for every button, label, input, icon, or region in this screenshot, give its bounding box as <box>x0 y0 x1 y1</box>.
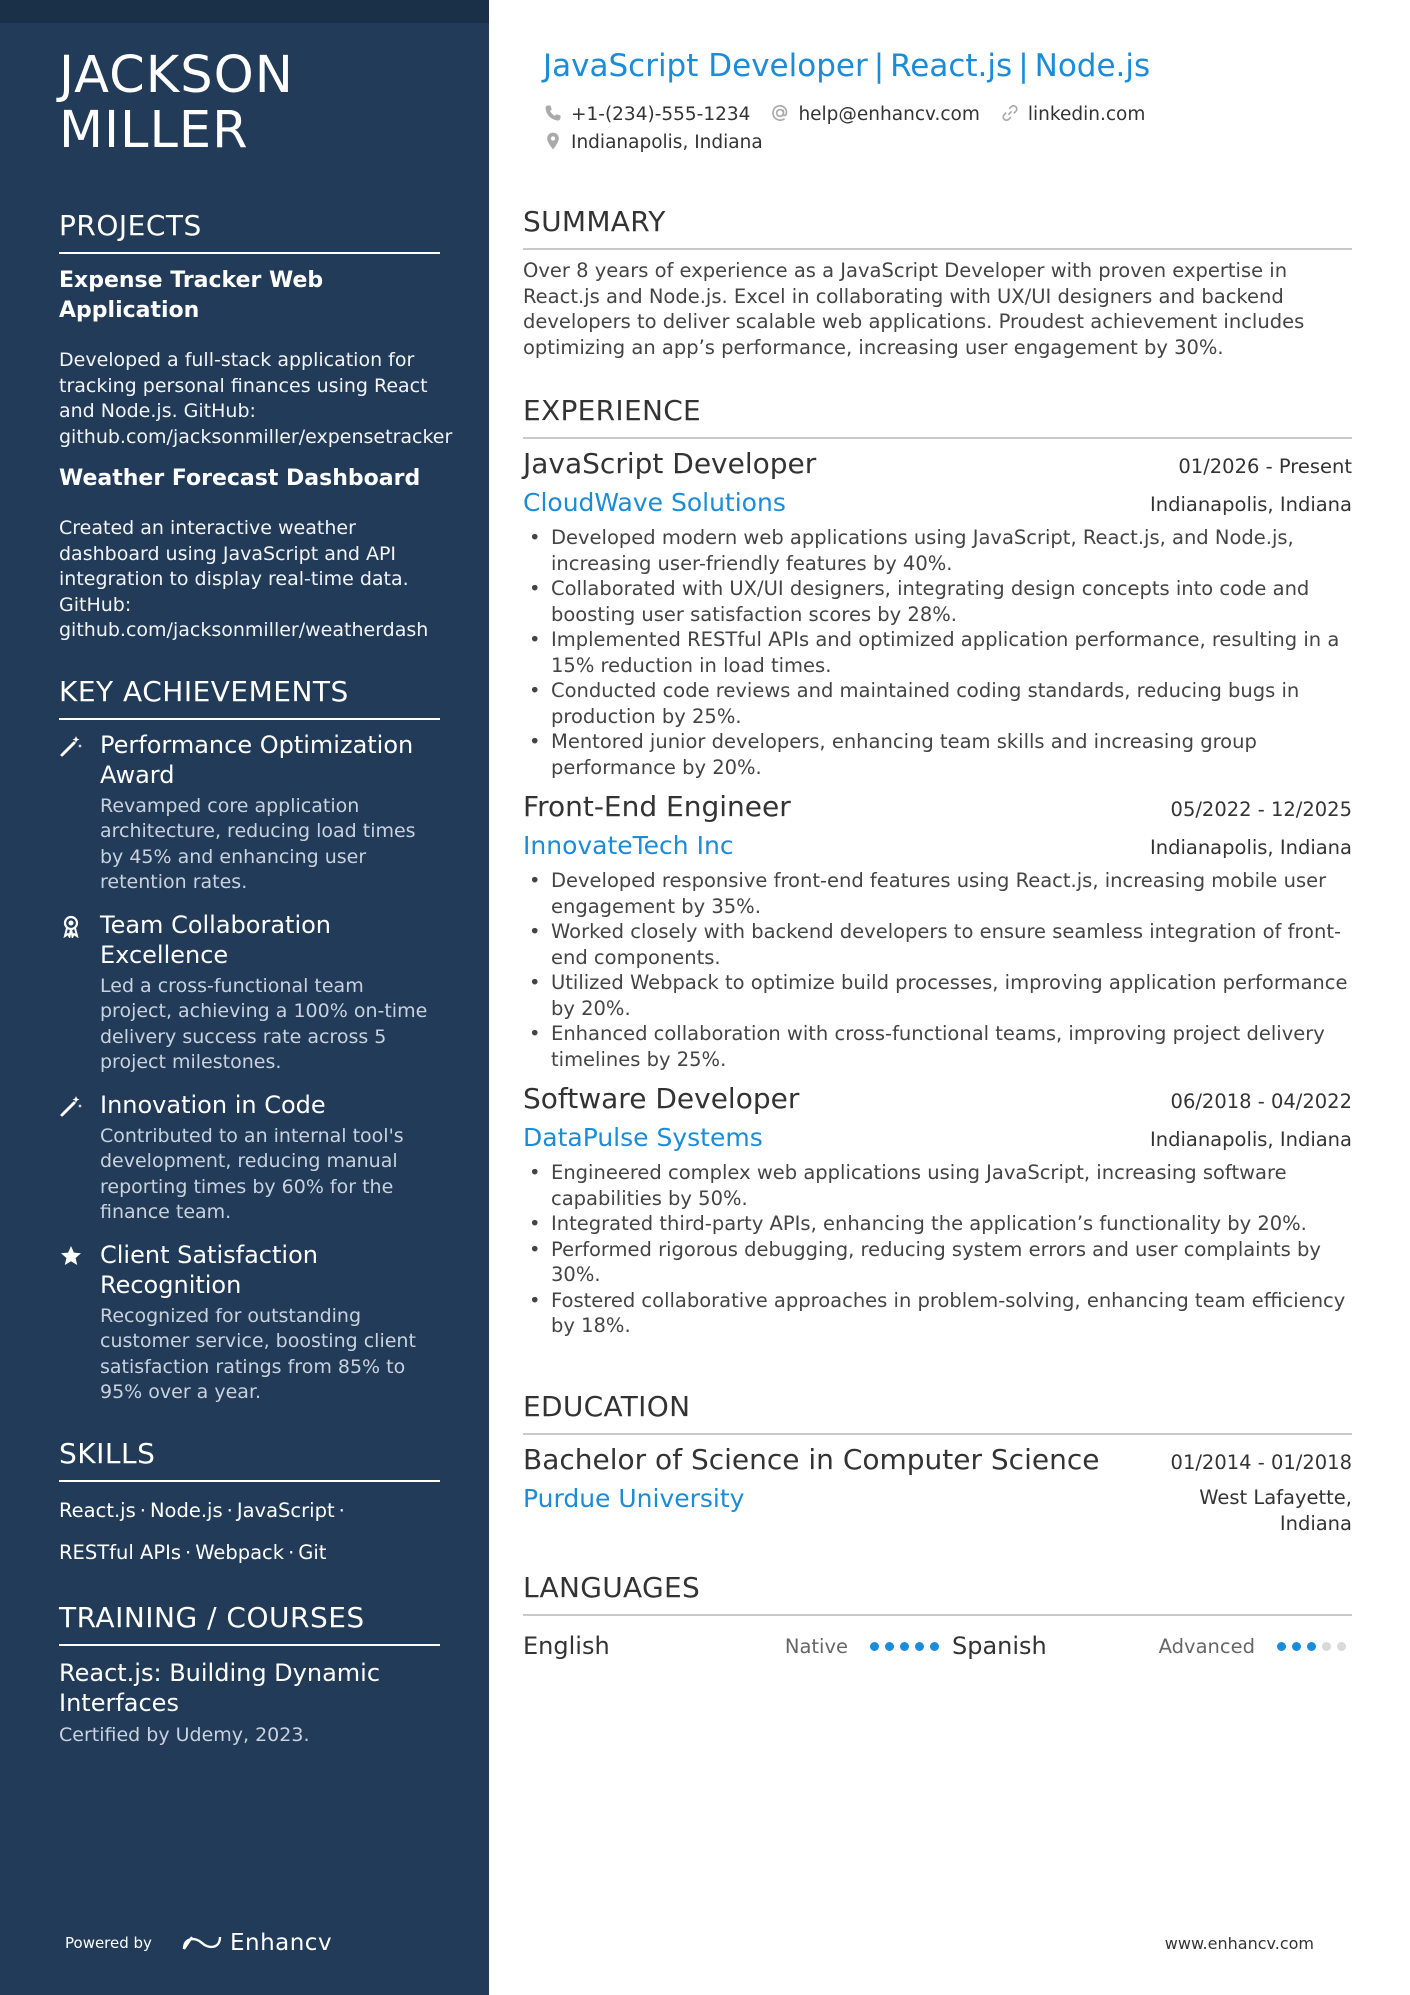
powered-by <box>65 1930 332 1956</box>
linkedin-text[interactable]: linkedin.com <box>1027 103 1146 125</box>
enhancv-brand: Enhancv <box>229 1930 333 1956</box>
project-title: Weather Forecast Dashboard <box>59 466 421 491</box>
job-bullets <box>523 868 1352 1072</box>
job-bullet: • Integrated third-party APIs, enhancing the application’s functionality by 20%. <box>523 1211 1352 1237</box>
rating-dot-filled <box>1277 1642 1286 1651</box>
skill-separator: · <box>288 1540 295 1564</box>
skill-tag: RESTful APIs <box>59 1540 182 1564</box>
rating-dot-filled <box>930 1642 939 1651</box>
location-pin-icon <box>543 131 565 153</box>
rating-dot-filled <box>885 1642 894 1651</box>
headline <box>543 48 1150 84</box>
at-sign-icon <box>770 103 792 125</box>
sidebar-top-strip <box>0 0 489 23</box>
link-icon <box>1000 103 1022 125</box>
skill-separator: · <box>338 1498 345 1522</box>
projects-heading: PROJECTS <box>59 208 440 254</box>
achievement-item <box>59 1090 440 1226</box>
job-bullet: • Developed responsive front-end features using React.js, increasing mobile user engagement by 35%. <box>523 868 1352 919</box>
summary-text: Over 8 years of experience as a JavaScript Developer with proven expertise in React.js and Node.js. Excel in collaborating with UX/UI designers and backend developers to deliver scalable web applications. Proudest achievement includes optimizing an app’s performance, increasing user engagement by 30%. <box>523 259 1305 359</box>
candidate-name: JACKSON MILLER <box>59 46 294 160</box>
job-title: Front-End Engineer <box>523 790 791 823</box>
achievement-item <box>59 1240 440 1406</box>
experience-heading: EXPERIENCE <box>523 393 1352 439</box>
magic-wand-icon <box>59 1090 100 1226</box>
job-dates: 06/2018 - 04/2022 <box>1170 1090 1352 1113</box>
rating-dot-filled <box>870 1642 879 1651</box>
achievement-desc: Contributed to an internal tool's development, reducing manual reporting times by 60% for the finance team. <box>100 1124 404 1223</box>
job-location: Indianapolis, Indiana <box>1149 1128 1352 1151</box>
rating-dot-filled <box>1307 1642 1316 1651</box>
skill-separator: · <box>139 1498 146 1522</box>
achievement-desc: Led a cross-functional team project, achieving a 100% on-time delivery success rate across 5 project milestones. <box>100 974 428 1073</box>
email-text[interactable]: help@enhancv.com <box>798 103 980 125</box>
achievement-title: Client Satisfaction Recognition <box>100 1240 318 1299</box>
job-bullet: • Engineered complex web applications using JavaScript, increasing software capabilities by 50%. <box>523 1160 1352 1211</box>
job-company: InnovateTech Inc <box>523 831 734 860</box>
award-ribbon-icon <box>59 910 100 1076</box>
project-desc: Developed a full-stack application for tracking personal finances using React and Node.js. GitHub: github.com/jacksonmiller/expensetracker <box>59 349 453 448</box>
location-text: Indianapolis, Indiana <box>571 131 763 153</box>
language-rating <box>870 1642 945 1651</box>
education-location <box>1199 1479 1352 1536</box>
project-item <box>59 266 453 450</box>
contact-location <box>543 131 763 153</box>
achievement-desc: Revamped core application architecture, reducing load times by 45% and enhancing user retention rates. <box>100 794 416 893</box>
skills-list <box>59 1490 440 1574</box>
achievement-item <box>59 910 440 1076</box>
summary-section <box>523 204 1352 360</box>
language-item <box>952 1632 1352 1660</box>
job-bullets <box>523 525 1352 780</box>
rating-dot-filled <box>900 1642 909 1651</box>
achievement-item <box>59 730 440 896</box>
course-desc: Certified by Udemy, 2023. <box>59 1723 310 1746</box>
language-level: Native <box>784 1634 848 1658</box>
language-name: Spanish <box>952 1632 1047 1660</box>
language-rating <box>1277 1642 1352 1651</box>
languages-list <box>523 1632 1352 1660</box>
job-entry <box>523 1080 1352 1339</box>
school-name: Purdue University <box>523 1484 745 1513</box>
job-location: Indianapolis, Indiana <box>1149 836 1352 859</box>
job-title: Software Developer <box>523 1082 800 1115</box>
job-bullet: • Performed rigorous debugging, reducing system errors and user complaints by 30%. <box>523 1237 1352 1288</box>
job-bullet: • Mentored junior developers, enhancing team skills and increasing group performance by 20%. <box>523 729 1352 780</box>
headline-role: JavaScript Developer <box>543 48 868 84</box>
skill-tag: React.js <box>59 1498 136 1522</box>
headline-separator: | <box>1018 48 1029 84</box>
job-company: DataPulse Systems <box>523 1123 763 1152</box>
summary-heading: SUMMARY <box>523 204 1352 250</box>
contact-info <box>543 100 1343 156</box>
skill-tag: JavaScript <box>236 1498 335 1522</box>
language-item <box>523 1632 952 1660</box>
rating-dot-empty <box>1337 1642 1346 1651</box>
star-icon <box>59 1240 100 1406</box>
achievements-section <box>59 674 440 1406</box>
achievements-heading: KEY ACHIEVEMENTS <box>59 674 440 720</box>
job-bullet: • Worked closely with backend developers to ensure seamless integration of front-end components. <box>523 919 1352 970</box>
skills-heading: SKILLS <box>59 1436 440 1482</box>
contact-email[interactable] <box>770 103 979 125</box>
job-title: JavaScript Developer <box>523 447 817 480</box>
magic-wand-icon <box>59 730 100 896</box>
skill-tag: Webpack <box>195 1540 285 1564</box>
skill-tag: Git <box>298 1540 327 1564</box>
skill-tag: Node.js <box>149 1498 223 1522</box>
sidebar <box>0 0 489 1995</box>
job-bullets <box>523 1160 1352 1339</box>
skills-section <box>59 1436 440 1574</box>
training-section <box>59 1600 440 1748</box>
headline-role: React.js <box>890 48 1013 84</box>
job-bullet: • Collaborated with UX/UI designers, integrating design concepts into code and boosting user satisfaction scores by 28%. <box>523 576 1352 627</box>
projects-section <box>59 208 453 644</box>
education-dates: 01/2014 - 01/2018 <box>1170 1451 1352 1474</box>
job-location: Indianapolis, Indiana <box>1149 493 1352 516</box>
course-title: React.js: Building Dynamic Interfaces <box>59 1658 381 1717</box>
job-bullet: • Implemented RESTful APIs and optimized application performance, resulting in a 15% reduction in load times. <box>523 627 1352 678</box>
job-bullet: • Enhanced collaboration with cross-functional teams, improving project delivery timelines by 25%. <box>523 1021 1352 1072</box>
job-dates: 05/2022 - 12/2025 <box>1170 798 1352 821</box>
phone-text: +1-(234)-555-1234 <box>571 103 751 125</box>
job-entry <box>523 788 1352 1072</box>
enhancv-logo-icon <box>180 1931 224 1955</box>
job-company: CloudWave Solutions <box>523 488 786 517</box>
skill-separator: · <box>185 1540 192 1564</box>
achievement-title: Team Collaboration Excellence <box>100 910 332 969</box>
languages-heading: LANGUAGES <box>523 1570 1352 1616</box>
education-entry <box>523 1441 1352 1536</box>
headline-separator: | <box>873 48 885 84</box>
phone-icon <box>543 103 565 125</box>
rating-dot-filled <box>1292 1642 1301 1651</box>
job-bullet: • Conducted code reviews and maintained coding standards, reducing bugs in production by 25%. <box>523 678 1352 729</box>
footer-url[interactable]: www.enhancv.com <box>1164 1934 1314 1953</box>
job-bullet: • Developed modern web applications using JavaScript, React.js, and Node.js, increasing user-friendly features by 40%. <box>523 525 1352 576</box>
language-level: Advanced <box>1158 1634 1255 1658</box>
job-dates: 01/2026 - Present <box>1178 455 1352 478</box>
degree-title: Bachelor of Science in Computer Science <box>523 1443 1100 1476</box>
contact-linkedin[interactable] <box>1000 103 1145 125</box>
skill-separator: · <box>226 1498 233 1522</box>
job-bullet: • Utilized Webpack to optimize build processes, improving application performance by 20%. <box>523 970 1352 1021</box>
job-bullet: • Fostered collaborative approaches in problem-solving, enhancing team efficiency by 18%. <box>523 1288 1352 1339</box>
achievement-title: Performance Optimization Award <box>100 730 414 789</box>
project-item <box>59 464 440 644</box>
education-heading: EDUCATION <box>523 1389 1352 1435</box>
project-title: Expense Tracker Web Application <box>59 268 324 323</box>
achievement-desc: Recognized for outstanding customer service, boosting client satisfaction ratings from 85% to 95% over a year. <box>100 1304 416 1403</box>
languages-section <box>523 1570 1352 1660</box>
rating-dot-filled <box>915 1642 924 1651</box>
experience-section <box>523 393 1352 1339</box>
project-desc: Created an interactive weather dashboard using JavaScript and API integration to display real-time data. GitHub: github.com/jacksonmiller/weatherdash <box>59 517 429 641</box>
job-entry <box>523 445 1352 780</box>
headline-role: Node.js <box>1034 48 1151 84</box>
rating-dot-empty <box>1322 1642 1331 1651</box>
achievement-title: Innovation in Code <box>100 1090 326 1119</box>
education-location-line: Indiana <box>1279 1511 1352 1535</box>
contact-phone <box>543 103 750 125</box>
training-heading: TRAINING / COURSES <box>59 1600 440 1646</box>
education-location-line: West Lafayette, <box>1199 1486 1352 1509</box>
language-name: English <box>523 1632 610 1660</box>
enhancv-logo <box>180 1930 332 1956</box>
education-section <box>523 1389 1352 1536</box>
powered-by-label: Powered by <box>65 1934 152 1952</box>
